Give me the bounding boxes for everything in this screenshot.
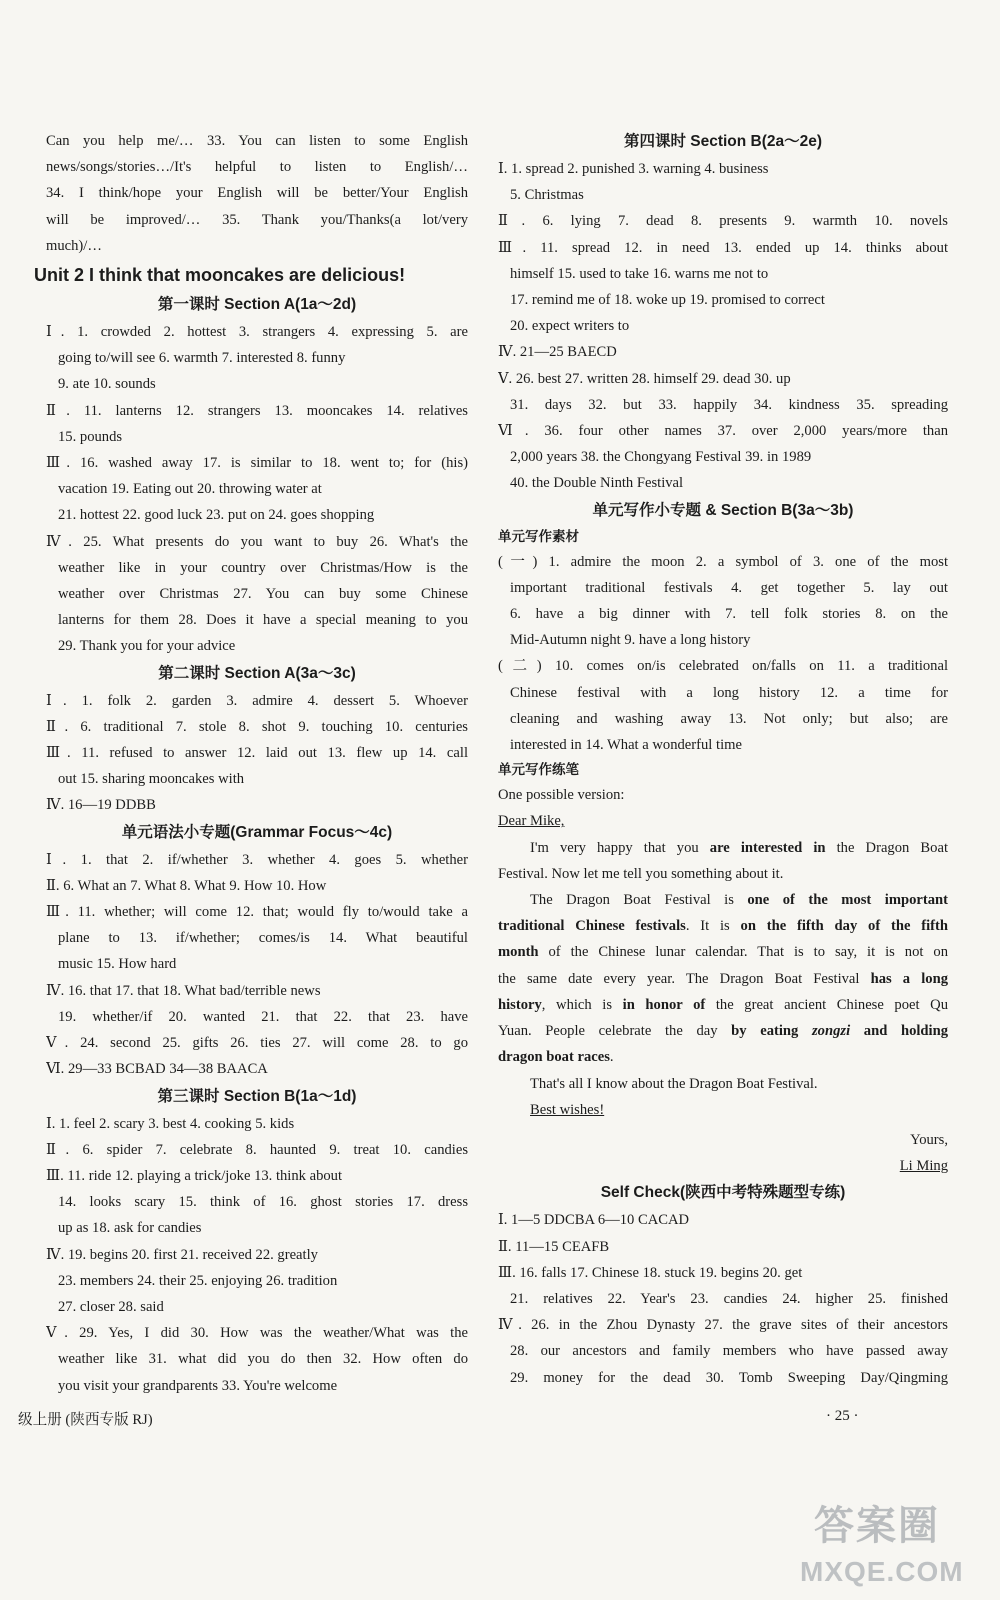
letter-line: That's all I know about the Dragon Boat Festival. <box>530 1075 818 1092</box>
answer-line: Ⅳ. 16. that 17. that 18. What bad/terrible news <box>46 982 321 999</box>
answer-line: Ⅰ. 1—5 DDCBA 6—10 CACAD <box>498 1212 690 1229</box>
answer-line: 31. days 32. but 33. happily 34. kindness 35. spreading <box>510 396 948 413</box>
bold-phrase: one of the most important <box>747 892 948 909</box>
answer-line: 23. members 24. their 25. enjoying 26. tradition <box>58 1272 338 1289</box>
bold-phrase: are interested in <box>709 839 826 856</box>
answer-line: Ⅳ. 26. in the Zhou Dynasty 27. the grave sites of their ancestors <box>498 1317 948 1334</box>
answer-line: Ⅱ. 6. lying 7. dead 8. presents 9. warmth 10. novels <box>498 213 948 230</box>
answer-line: important traditional festivals 4. get together 5. lay out <box>510 579 948 596</box>
answer-line: Ⅴ. 24. second 25. gifts 26. ties 27. will come 28. to go <box>46 1035 468 1052</box>
answer-line: Ⅰ. 1. that 2. if/whether 3. whether 4. goes 5. whether <box>46 851 468 868</box>
bold-phrase: and holding <box>850 1023 948 1040</box>
answer-line: 2,000 years 38. the Chongyang Festival 39. in 1989 <box>510 449 812 466</box>
answer-line: going to/will see 6. warmth 7. interested 8. funny <box>58 350 346 367</box>
answer-line: music 15. How hard <box>58 956 177 973</box>
answer-line: Ⅱ. 6. What an 7. What 8. What 9. How 10. How <box>46 877 327 894</box>
answer-line: Ⅰ. 1. folk 2. garden 3. admire 4. dessert 5. Whoever <box>46 692 468 709</box>
answer-line: weather over Christmas 27. You can buy some Chinese <box>58 586 468 603</box>
sign-name <box>498 1153 948 1179</box>
answer-line: 9. ate 10. sounds <box>58 376 156 393</box>
lesson1-heading: 第一课时 Section A(1a～2d) <box>157 296 357 314</box>
sample-letter <box>498 782 948 1179</box>
bold-phrase: traditional Chinese festivals <box>498 918 686 935</box>
letter-line <box>498 887 948 913</box>
lesson2-answers <box>46 688 468 819</box>
text-run: I'm very happy that you <box>530 839 710 856</box>
letter-line <box>498 913 948 939</box>
answer-line: Ⅲ. 16. falls 17. Chinese 18. stuck 19. begins 20. get <box>498 1264 803 1281</box>
answer-line: Ⅰ. 1. spread 2. punished 3. warning 4. business <box>498 161 769 177</box>
text-run: of the Chinese lunar calendar. That is to say, it is not on <box>538 944 948 961</box>
answer-line: Ⅵ. 36. four other names 37. over 2,000 years/more than <box>498 423 948 440</box>
closing-text: Best wishes! <box>530 1101 605 1118</box>
answer-line: 19. whether/if 20. wanted 21. that 22. that 23. have <box>58 1008 468 1025</box>
letter-line <box>498 966 948 992</box>
answer-line: Ⅲ. 11. ride 12. playing a trick/joke 13. think about <box>46 1167 343 1184</box>
answer-line: Chinese festival with a long history 12. a time for <box>510 684 948 701</box>
answer-line: weather like in your country over Christmas/How is the <box>58 559 468 576</box>
watermark <box>800 1500 990 1596</box>
answer-line: Ⅴ. 26. best 27. written 28. himself 29. dead 30. up <box>498 370 791 387</box>
answer-line: Ⅱ. 6. traditional 7. stole 8. shot 9. touching 10. centuries <box>46 718 468 735</box>
text-line: 34. I think/hope your English will be better/Your English <box>46 185 468 202</box>
selfcheck-heading: Self Check(陕西中考特殊题型专练) <box>600 1184 846 1202</box>
pre-lines <box>46 128 468 259</box>
answer-line: plane to 13. if/whether; comes/is 14. What beautiful <box>58 930 468 947</box>
answer-line: 29. money for the dead 30. Tomb Sweeping Day/Qingming <box>510 1369 948 1386</box>
salutation <box>498 808 948 834</box>
answer-line: Ⅲ. 11. whether; will come 12. that; would fly to/would take a <box>46 904 468 921</box>
answer-line: Ⅳ. 21—25 BAECD <box>498 344 617 361</box>
answer-line: vacation 19. Eating out 20. throwing water at <box>58 481 322 498</box>
grammar-answers <box>46 847 468 1083</box>
bold-phrase: on the fifth day of the fifth <box>740 918 948 935</box>
answer-line: 14. looks scary 15. think of 16. ghost stories 17. dress <box>58 1194 468 1211</box>
answer-line: 40. the Double Ninth Festival <box>510 475 684 492</box>
watermark-logo: 答案圈 <box>814 1503 940 1549</box>
answer-line: Ⅳ. 19. begins 20. first 21. received 22. greatly <box>46 1246 318 1263</box>
page-number: · 25 · <box>826 1408 859 1424</box>
text-run: the great ancient Chinese poet Qu <box>705 996 948 1013</box>
answer-line: Ⅳ. 16—19 DDBB <box>46 797 156 814</box>
answer-line: cleaning and washing away 13. Not only; but also; are <box>510 710 948 727</box>
answer-line: 21. hottest 22. good luck 23. put on 24. goes shopping <box>58 507 375 524</box>
text-line: news/songs/stories…/It's helpful to listen to English/… <box>46 159 468 176</box>
text-line: will be improved/… 35. Thank you/Thanks(a lot/very <box>46 211 468 228</box>
grammar-heading: 单元语法小专题(Grammar Focus～4c) <box>121 823 393 841</box>
left-column <box>34 128 468 1399</box>
lesson3-heading: 第三课时 Section B(1a～1d) <box>157 1087 357 1105</box>
lesson2-heading: 第二课时 Section A(3a～3c) <box>158 664 356 682</box>
answer-line: 15. pounds <box>58 428 123 445</box>
answer-line: interested in 14. What a wonderful time <box>510 737 742 754</box>
answer-line: 27. closer 28. said <box>58 1298 164 1315</box>
letter-line <box>498 1044 948 1070</box>
salutation-text: Dear Mike, <box>498 813 565 830</box>
letter-line <box>498 939 948 965</box>
watermark-url: MXQE.COM <box>800 1556 964 1587</box>
answer-line: Ⅲ. 11. spread 12. in need 13. ended up 14. thinks about <box>498 239 948 256</box>
answer-line: 21. relatives 22. Year's 23. candies 24. higher 25. finished <box>510 1290 948 1307</box>
letter-line: Festival. Now let me tell you something about it. <box>498 865 784 882</box>
text-run: . It is <box>685 918 741 935</box>
answer-line: Ⅱ. 11—15 CEAFB <box>498 1238 610 1255</box>
answer-line: 5. Christmas <box>510 187 584 204</box>
answer-line: 28. our ancestors and family members who have passed away <box>510 1343 948 1360</box>
answer-line: Ⅱ. 11. lanterns 12. strangers 13. mooncakes 14. relatives <box>46 402 468 419</box>
answer-line: himself 15. used to take 16. warns me not to <box>510 265 769 282</box>
letter-line <box>498 1018 948 1044</box>
text-line: much)/… <box>46 237 102 254</box>
answer-line: (一) 1. admire the moon 2. a symbol of 3. one of the most <box>498 553 948 570</box>
lesson1-answers <box>46 319 468 660</box>
answer-line: 17. remind me of 18. woke up 19. promised to correct <box>510 292 825 309</box>
materials-answers <box>498 549 948 759</box>
text-run: The Dragon Boat Festival is <box>530 892 748 909</box>
answer-line: lanterns for them 28. Does it have a special meaning to you <box>58 612 468 629</box>
answer-line: Ⅵ. 29—33 BCBAD 34—38 BAACA <box>46 1061 268 1078</box>
letter-line <box>498 835 948 861</box>
bold-phrase: by eating <box>731 1023 812 1040</box>
bold-phrase: history <box>498 996 542 1013</box>
writing-heading: 单元写作小专题 & Section B(3a～3b) <box>592 501 854 519</box>
bold-phrase: has a long <box>870 970 948 987</box>
answer-line: weather like 31. what did you do then 32. How often do <box>58 1351 468 1368</box>
bold-phrase: in honor of <box>622 996 706 1013</box>
answer-line: Ⅱ. 6. spider 7. celebrate 8. haunted 9. treat 10. candies <box>46 1141 468 1158</box>
lesson3-answers <box>46 1111 468 1399</box>
selfcheck-answers <box>498 1207 948 1390</box>
practice-label: 单元写作练笔 <box>498 762 579 778</box>
closing <box>498 1097 948 1123</box>
answer-line: Ⅰ. 1. crowded 2. hottest 3. strangers 4. expressing 5. are <box>46 324 468 341</box>
answer-line: (二) 10. comes on/is celebrated on/falls on 11. a traditional <box>498 658 948 675</box>
unit-title: Unit 2 I think that mooncakes are delicious! <box>34 265 406 286</box>
answer-line: Ⅳ. 25. What presents do you want to buy 26. What's the <box>46 533 468 550</box>
letter-line <box>498 992 948 1018</box>
sign-yours: Yours, <box>910 1131 948 1148</box>
answer-line: 29. Thank you for your advice <box>58 638 236 655</box>
bold-phrase: month <box>498 944 539 961</box>
text-run: . <box>609 1049 614 1066</box>
text-line: Can you help me/… 33. You can listen to some English <box>46 133 468 149</box>
bold-phrase: dragon boat races <box>498 1049 610 1066</box>
answer-line: Ⅲ. 16. washed away 17. is similar to 18. went to; for (his) <box>46 455 468 472</box>
answer-line: 6. have a big dinner with 7. tell folk stories 8. on the <box>510 606 948 623</box>
text-run: , which is <box>541 996 623 1013</box>
materials-label: 单元写作素材 <box>498 528 579 544</box>
answer-line: 20. expect writers to <box>510 318 630 335</box>
answer-line: up as 18. ask for candies <box>58 1220 202 1237</box>
answer-line: Ⅴ. 29. Yes, I did 30. How was the weather/What was the <box>46 1325 468 1342</box>
answer-line: you visit your grandparents 33. You're welcome <box>58 1377 338 1394</box>
lesson4-heading: 第四课时 Section B(2a～2e) <box>623 133 823 150</box>
answer-line: out 15. sharing mooncakes with <box>58 771 245 788</box>
lesson4-answers <box>498 156 948 497</box>
footer-edition: 级上册 (陕西专版 RJ) <box>18 1412 153 1428</box>
text-run: the same date every year. The Dragon Boat Festival <box>498 970 871 987</box>
text-run: Yuan. People celebrate the day <box>498 1023 732 1040</box>
answer-line: Ⅰ. 1. feel 2. scary 3. best 4. cooking 5. kids <box>46 1115 295 1132</box>
sign-name-text: Li Ming <box>899 1158 948 1175</box>
right-column <box>498 128 948 1391</box>
version-label: One possible version: <box>498 787 625 804</box>
italic-word: zongzi <box>812 1023 851 1040</box>
text-run: the Dragon Boat <box>825 839 948 856</box>
answer-line: Ⅲ. 11. refused to answer 12. laid out 13. flew up 14. call <box>46 745 468 762</box>
answer-line: Mid-Autumn night 9. have a long history <box>510 632 751 649</box>
